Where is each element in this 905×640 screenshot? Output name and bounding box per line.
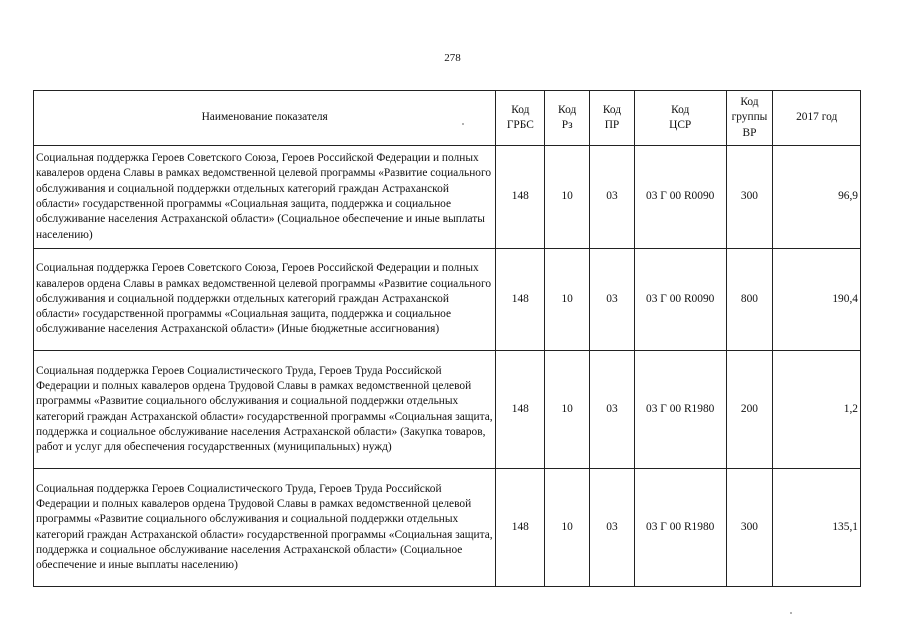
table-row: [34, 249, 861, 351]
row-pr: 03: [590, 146, 635, 249]
table-row: [34, 351, 861, 469]
header-csr-line-2: ЦСР: [669, 119, 692, 131]
row-grbs: 148: [496, 146, 545, 249]
header-vr-line-3: ВР: [742, 126, 757, 139]
scan-speck: [462, 123, 464, 125]
header-csr: [634, 91, 726, 146]
row-rz: 10: [545, 146, 590, 249]
page-number: 278: [444, 52, 461, 64]
header-grbs-line-2: ГРБС: [506, 119, 534, 131]
header-grbs-line-1: Код: [511, 103, 530, 116]
header-name: Наименование показателя: [34, 91, 496, 146]
header-rz: [545, 91, 590, 146]
scan-speck: [790, 612, 792, 614]
row-pr: 03: [590, 351, 635, 469]
row-csr: 03 Г 00 R0090: [634, 146, 726, 249]
header-vr-line-1: Код: [740, 96, 759, 109]
row-csr: 03 Г 00 R0090: [634, 249, 726, 351]
header-pr-line-2: ПР: [604, 119, 620, 131]
row-amount: 96,9: [773, 146, 861, 249]
row-vr: 800: [726, 249, 773, 351]
row-rz: 10: [545, 469, 590, 587]
table-header-row: [34, 91, 861, 146]
row-name: Социальная поддержка Героев Социалистического Труда, Героев Труда Российской Федерации и полных кавалеров ордена Трудовой Славы в рамках ведомственной целевой программы «Развитие социального обслуживания и социальной поддержки отдельных категорий граждан Астраханской области» государственной программы «Социальная защита, поддержка и социальное обслуживание населения Астраханской области» (Закупка товаров, работ и услуг для обеспечения государственных (муниципальных) нужд): [34, 351, 496, 469]
row-rz: 10: [545, 351, 590, 469]
header-year: 2017 год: [773, 91, 861, 146]
row-rz: 10: [545, 249, 590, 351]
row-amount: 135,1: [773, 469, 861, 587]
row-grbs: 148: [496, 249, 545, 351]
row-name: Социальная поддержка Героев Социалистического Труда, Героев Труда Российской Федерации и полных кавалеров ордена Трудовой Славы в рамках ведомственной целевой программы «Развитие социального обслуживания и социальной поддержки отдельных категорий граждан Астраханской области» государственной программы «Социальная защита, поддержка и социальное обслуживание населения Астраханской области» (Социальное обеспечение и иные выплаты населению): [34, 469, 496, 587]
row-grbs: 148: [496, 469, 545, 587]
row-pr: 03: [590, 249, 635, 351]
row-csr: 03 Г 00 R1980: [634, 469, 726, 587]
row-name: Социальная поддержка Героев Советского Союза, Героев Российской Федерации и полных кавалеров ордена Славы в рамках ведомственной целевой программы «Развитие социального обслуживания и социальной поддержки отдельных категорий граждан Астраханской области» государственной программы «Социальная защита, поддержка и социальное обслуживание населения Астраханской области» (Социальное обеспечение и иные выплаты населению): [34, 146, 496, 249]
row-grbs: 148: [496, 351, 545, 469]
header-csr-line-1: Код: [671, 103, 690, 116]
row-csr: 03 Г 00 R1980: [634, 351, 726, 469]
header-rz-line-1: Код: [558, 103, 577, 116]
header-rz-line-2: Рз: [561, 119, 573, 131]
header-grbs: [496, 91, 545, 146]
row-vr: 200: [726, 351, 773, 469]
table-row: [34, 469, 861, 587]
header-pr-line-1: Код: [602, 103, 622, 116]
header-vr-line-2: группы: [731, 111, 768, 124]
budget-table: [33, 90, 861, 587]
row-amount: 190,4: [773, 249, 861, 351]
header-vr: [726, 91, 773, 146]
header-pr: [590, 91, 635, 146]
row-name: Социальная поддержка Героев Советского Союза, Героев Российской Федерации и полных кавалеров ордена Славы в рамках ведомственной целевой программы «Развитие социального обслуживания и социальной поддержки отдельных категорий граждан Астраханской области» государственной программы «Социальная защита, поддержка и социальное обслуживание населения Астраханской области» (Иные бюджетные ассигнования): [34, 249, 496, 351]
row-vr: 300: [726, 469, 773, 587]
row-pr: 03: [590, 469, 635, 587]
table-row: [34, 146, 861, 249]
row-amount: 1,2: [773, 351, 861, 469]
row-vr: 300: [726, 146, 773, 249]
